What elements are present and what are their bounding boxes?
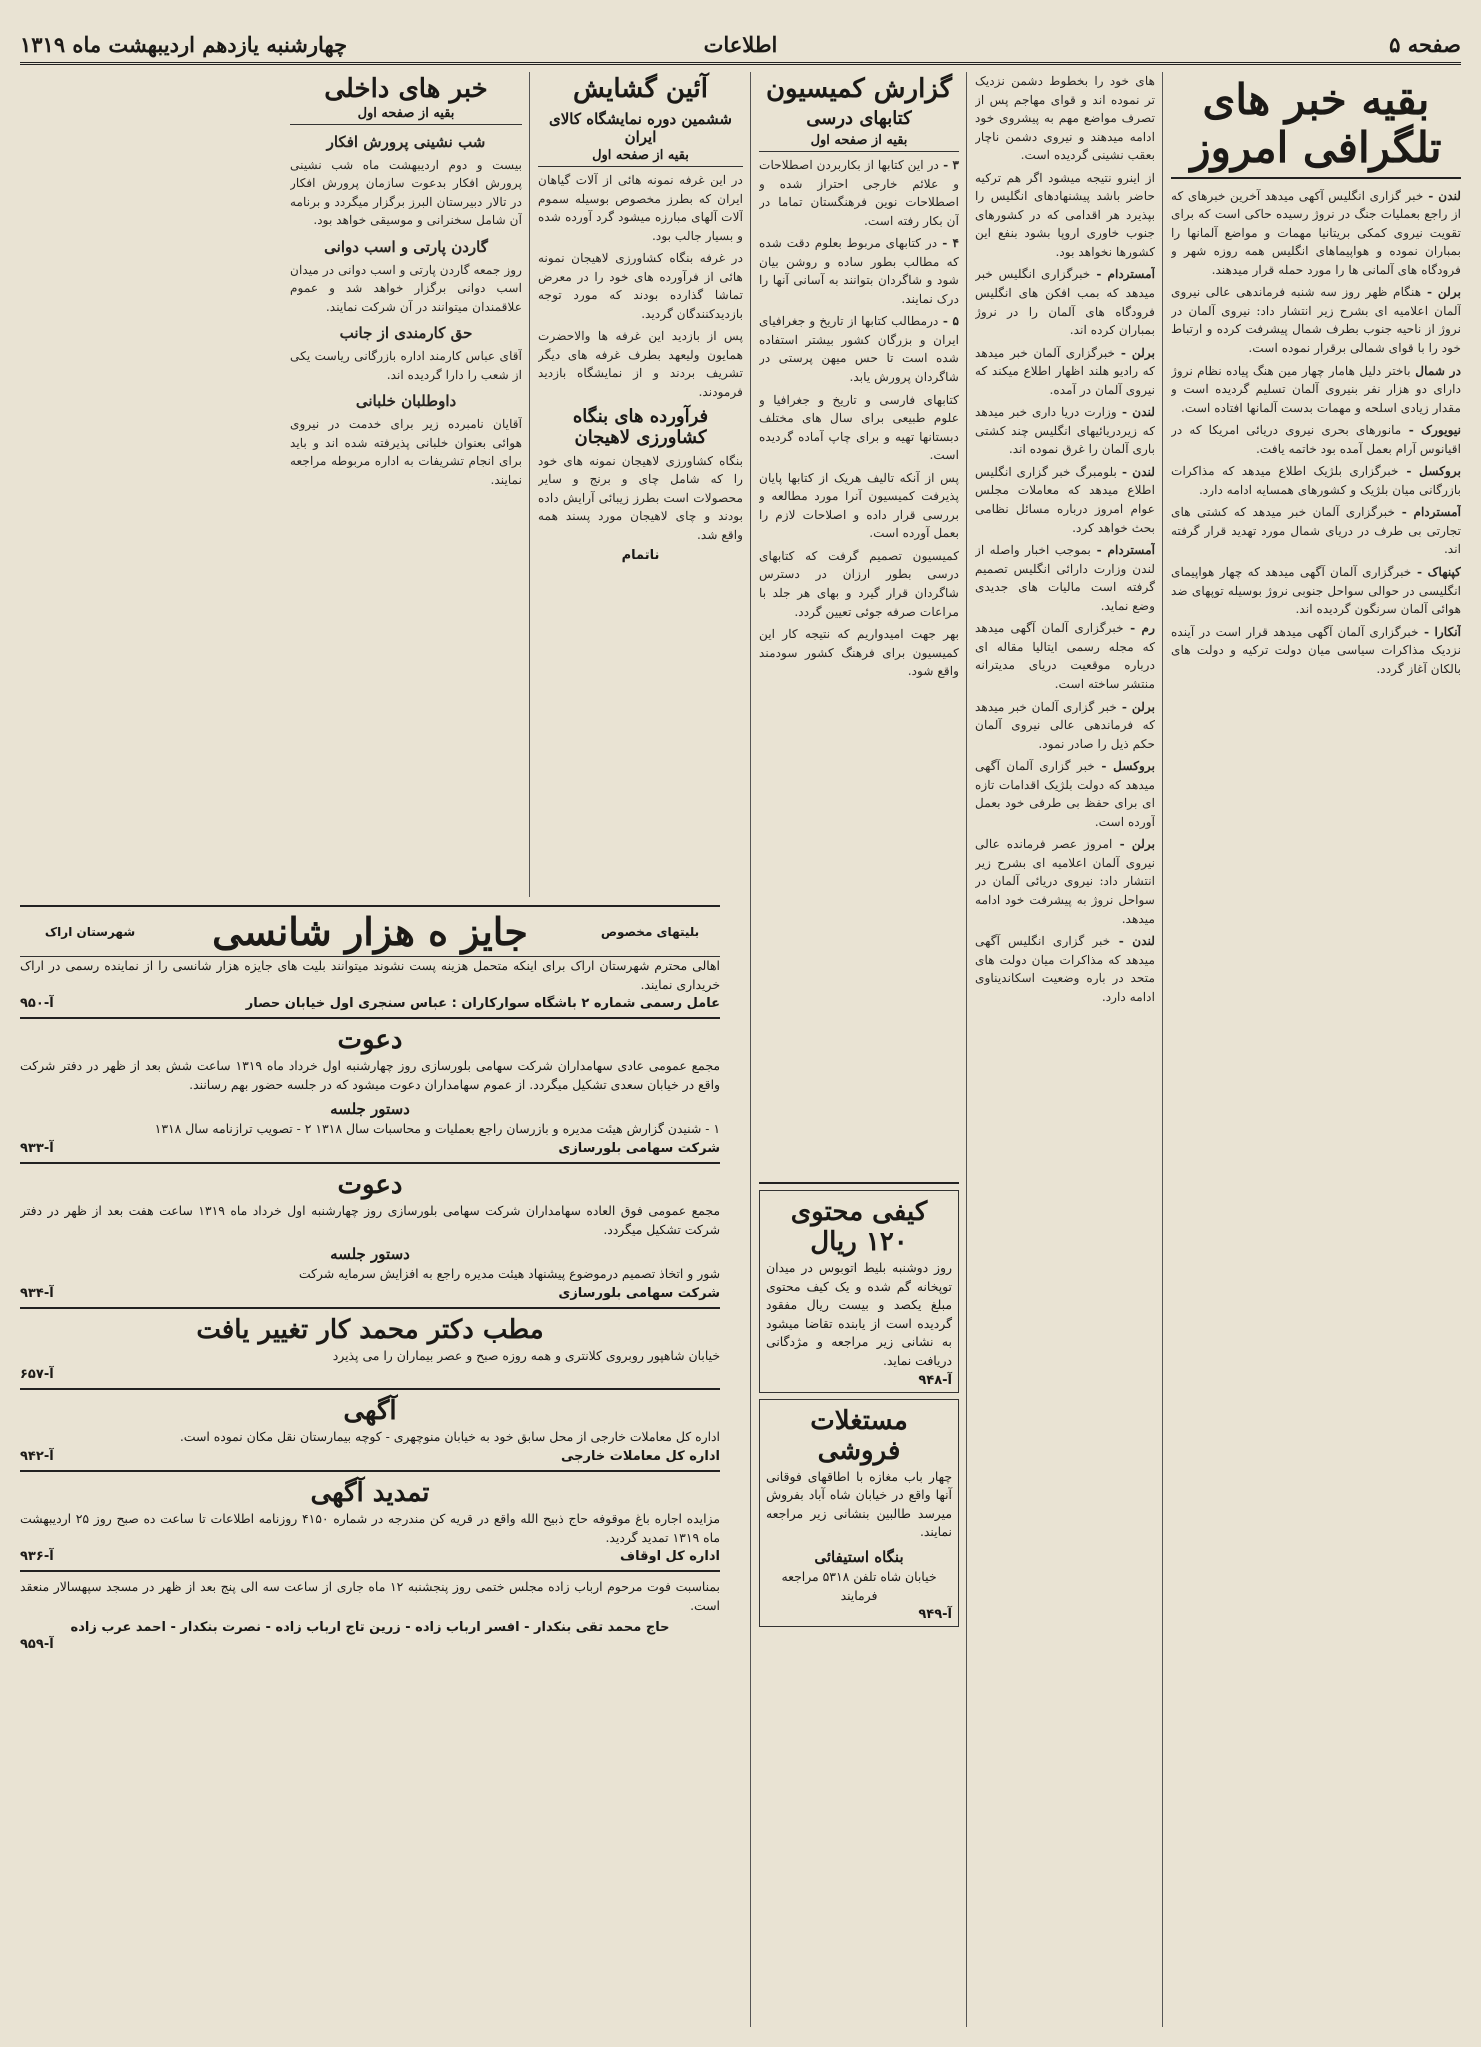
column-exhibition <box>538 72 743 897</box>
section-rule <box>20 1162 720 1164</box>
lottery-ad-header <box>20 907 720 957</box>
notice-signature: اداره کل معاملات خارجی <box>561 1449 720 1465</box>
lost-purse-text: روز دوشنبه بلیط اتوبوس در میدان توپخانه گم شده و یک کیف محتوی مبلغ یکصد و بیست ریال مفقود گردیده است از یابنده تقاضا میشود به نشانی زیر مراجعه و مژدگانی دریافت نماید. <box>766 1260 952 1369</box>
domestic-body <box>290 131 522 489</box>
property-agency: بنگاه استیفائی <box>814 1548 904 1567</box>
lost-purse-title: کیفی محتوی ۱۲۰ ریال <box>790 1197 928 1257</box>
paragraph-text: امروز عصر فرمانده عالی نیروی آلمان اعلامیه ای بشرح زیر انتشار داد: نیروی دریائی آلمان در سواحل نروژ به پیشرفت خود ادامه میدهد. <box>975 837 1155 926</box>
paragraph-text: خبرگزاری آلمان خبر میدهد که رادیو هلند اظهار اطلاع میکند که نیروی آلمان در آمده. <box>975 345 1155 397</box>
news-paragraph <box>538 171 743 245</box>
paragraph-text: درمطالب کتابها از تاریخ و جغرافیای ایران و بزرگان کشور بیشتر استفاده شده است تا حس میهن پرستی در شاگردان پرورش یابد. <box>759 314 959 385</box>
obituary-code: آ-۹۵۹ <box>20 1636 54 1652</box>
domestic-section-title: گاردن پارتی و اسب دوانی <box>324 237 488 256</box>
news-continued-body <box>975 72 1155 1006</box>
lottery-tag: بلیتهای مخصوص <box>600 924 700 939</box>
exhibition-continued-note: بقیه از صفحه اول <box>538 148 743 167</box>
news-paragraph <box>975 463 1155 537</box>
news-paragraph <box>975 169 1155 262</box>
dateline: برلن - <box>1112 837 1155 852</box>
dateline: آمستردام - <box>1090 543 1155 558</box>
to-be-continued: ناتمام <box>621 548 660 564</box>
notice-text: اداره کل معاملات خارجی از محل سابق خود به خیابان منوچهری - کوچه بیمارستان نقل مکان نموده است. <box>179 1429 720 1445</box>
news-paragraph <box>1171 421 1461 458</box>
paragraph-text: بموجب اخبار واصله از لندن وزارت دارائی انگلیس تصمیم گرفته است مالیات های جدیدی وضع نماید. <box>975 543 1155 613</box>
property-address: خیابان شاه تلفن ۵۳۱۸ مراجعه فرمایند <box>781 1569 937 1603</box>
lottery-text: اهالی محترم شهرستان اراک برای اینکه متحمل هزینه پست نشوند میتوانند بلیت های جایزه هزار شانسی را از نماینده رسمی در اراک خریداری نمایند. <box>20 958 720 992</box>
exhibition-title: آئین گشایش <box>572 74 709 104</box>
dateline: لندن - <box>1110 934 1155 949</box>
paragraph-text: وزارت دریا داری خبر میدهد که زیردریائیهای انگلیس چند کشتی باری آلمان را غرق نموده اند. <box>975 405 1155 457</box>
news-paragraph <box>538 249 743 323</box>
section-rule <box>20 1470 720 1472</box>
domestic-section-text: آقایان نامبرده زیر برای خدمت در نیروی هوائی بعنوان خلبانی پذیرفته شده اند و باید برای انجام تشریفات به اداره مربوطه مراجعه نمایند. <box>290 417 522 487</box>
section-rule <box>20 1388 720 1390</box>
invite2-company: شرکت سهامی بلورسازی <box>558 1285 720 1301</box>
dateline: رم - <box>1123 621 1155 636</box>
dateline: نیویورک - <box>1401 423 1461 438</box>
dateline: ۳ - <box>938 158 959 172</box>
news-paragraph <box>1171 563 1461 619</box>
paragraph-text: خبر گزاری آلمان آگهی میدهد که دولت بلژیک اقدامات تازه ای برای حفظ بی طرفی خود بعمل آورده است. <box>975 759 1155 829</box>
column-divider <box>529 72 530 897</box>
domestic-section-title: شب نشینی پرورش افکار <box>326 133 486 151</box>
property-sale-title: مستغلات فروشی <box>810 1405 908 1466</box>
invite1-agenda: ۱ - شنیدن گزارش هیئت مدیره و بازرسان راجع بعملیات و محاسبات سال ۱۳۱۸ ۲ - تصویب ترازنامه سال ۱۳۱۸ <box>154 1121 720 1137</box>
paragraph-text: هنگام ظهر روز سه شنبه فرماندهی عالی نیروی آلمان اعلامیه ای بشرح زیر انتشار داد: نیروی آلمان در نروژ از ناحیه جنوب بطرف شمال پیشرفت کرده و ارتباط خود را با قوای شمالی برقرار نموده است. <box>1171 285 1461 355</box>
exhibition-body <box>538 171 743 402</box>
news-paragraph <box>1171 503 1461 559</box>
paragraph-text: خبرگزاری آلمان آگهی میدهد قرار است در آینده نزدیک مذاکرات سیاسی میان دولت ترکیه و دولت های بالکان آغاز گردد. <box>1171 624 1461 676</box>
news-paragraph <box>975 835 1155 928</box>
column-divider <box>750 72 751 2027</box>
paragraph-text: در کتابهای مربوط بعلوم دقت شده که مطالب بطور ساده و روشن بیان شود و شاگردان بتوانند به آسانی آنها را درک نمایند. <box>759 236 959 306</box>
commission-body <box>759 156 959 1176</box>
paragraph-text: پس از بازدید این غرفه ها والاحضرت همایون ولیعهد بطرف غرفه های دیگر تشریف بردند و از نمایشگاه بازدید فرمودند. <box>538 329 743 400</box>
column-divider <box>1162 72 1163 2027</box>
extension-code: آ-۹۳۶ <box>20 1549 54 1565</box>
extension-text: مزایده اجاره باغ موقوفه حاج ذبیح الله واقع در قریه کن مندرجه در شماره ۴۱۵۰ روزنامه اطلاعات تا ساعت ده صبح روز ۲۵ اردیبهشت ماه ۱۳۱۹ تمدید گردید. <box>20 1511 720 1545</box>
news-paragraph <box>1171 283 1461 357</box>
column-news-continued <box>975 72 1155 2027</box>
domestic-continued-note: بقیه از صفحه اول <box>290 106 522 125</box>
dateline: ۵ - <box>938 314 959 329</box>
invite2-text: مجمع عمومی فوق العاده سهامداران شرکت سهامی بلورسازی روز چهارشنبه اول خرداد ماه ۱۳۱۹ ساعت هفت بعد از ظهر در دفتر شرکت تشکیل میگردد. <box>20 1203 720 1237</box>
dateline: برلن - <box>1421 285 1461 300</box>
paragraph-text: خبرگزاری بلژیک اطلاع میدهد که مذاکرات بازرگانی میان بلژیک و کشورهای همسایه ادامه دارد. <box>1171 464 1461 497</box>
news-paragraph <box>759 469 959 543</box>
invite1-title: دعوت <box>337 1025 403 1056</box>
page-number: صفحه ۵ <box>1389 31 1461 57</box>
obituary-names: حاج محمد تقی بنکدار - افسر ارباب زاده - زرین تاج ارباب زاده - نصرت بنکدار - احمد عرب زاده <box>70 1619 670 1635</box>
telegraph-body <box>1171 187 1461 679</box>
commission-title: گزارش کمیسیون <box>765 74 953 104</box>
section-rule <box>20 1570 720 1572</box>
domestic-section-text: آقای عباس کارمند اداره بازرگانی ریاست یکی از شعب را دارا گردیده اند. <box>290 349 522 382</box>
dateline: لندن - <box>1423 188 1461 203</box>
telegraph-headline: بقیه خبر های تلگرافی امروز <box>1171 76 1461 179</box>
paragraph-text: مانورهای بحری نیروی دریائی امریکا که در اقیانوس آرام بعمل آمده بود خاتمه یافت. <box>1171 423 1461 456</box>
lahijan-section-title: فرآورده های بنگاه کشاورزی لاهیجان <box>572 405 709 448</box>
domestic-section-text: روز جمعه گاردن پارتی و اسب دوانی در میدان اسب دوانی برگزار خواهد شد و عموم علاقمندان میتوانند در آن شرکت نمایند. <box>290 262 522 314</box>
invite1-code: آ-۹۳۳ <box>20 1141 54 1157</box>
extension-title: تمدید آگهی <box>310 1478 430 1509</box>
paragraph-text: خبر گزاری انگلیس آگهی میدهد که مذاکرات میان دولت های متحد در باره وضعیت اسکاندیناوی ادامه دارد. <box>975 934 1155 1004</box>
clinic-code: آ-۶۵۷ <box>20 1367 54 1383</box>
dateline: برلن - <box>1115 345 1155 360</box>
property-sale-code: آ-۹۴۹ <box>918 1607 952 1623</box>
paragraph-text: از اینرو نتیجه میشود اگر هم ترکیه حاضر باشد پیشنهادهای انگلیس را بپذیرد هر اقدامی که در کشورهای جنوب خاوری اروپا بشود بنفع این کشورها نخواهد بود. <box>975 170 1155 259</box>
column-domestic-news <box>290 72 522 897</box>
column-divider <box>966 72 967 2027</box>
news-paragraph <box>975 72 1155 165</box>
news-paragraph <box>759 234 959 308</box>
commission-subtitle: کتابهای درسی <box>806 108 912 129</box>
issue-date: چهارشنبه یازدهم اردیبهشت ماه ۱۳۱۹ <box>20 31 348 57</box>
paragraph-text: پس از آنکه تالیف هریک از کتابها پایان پذیرفت کمیسیون آنرا مورد مطالعه و بررسی قرار داده و اصلاحات لازم را بعمل آورده است. <box>759 470 959 541</box>
invite1-text: مجمع عمومی عادی سهامداران شرکت سهامی بلورسازی روز چهارشنبه اول خرداد ماه ۱۳۱۹ ساعت شش بعد از ظهر در دفتر شرکت واقع در خیابان سعدی تشکیل میگردد. از عموم سهامداران دعوت میشود که در جلسه حضور بهم رسانند. <box>20 1058 720 1092</box>
news-paragraph <box>759 547 959 621</box>
news-paragraph <box>1171 623 1461 679</box>
notice-code: آ-۹۴۲ <box>20 1449 54 1465</box>
lottery-agent: عامل رسمی شماره ۲ باشگاه سوارکاران : عباس سنجری اول خیابان حصار <box>245 996 720 1012</box>
invite1-company: شرکت سهامی بلورسازی <box>558 1141 720 1157</box>
ads-section <box>20 905 720 2027</box>
dateline: برلن - <box>1116 699 1155 714</box>
section-rule <box>20 1307 720 1309</box>
paragraph-text: بهر جهت امیدواریم که نتیجه کار این کمیسیون برای فرهنگ کشور سودمند واقع شود. <box>759 627 959 679</box>
column-commission-report <box>759 72 959 2027</box>
dateline: آمستردام - <box>1090 267 1155 282</box>
paragraph-text: در این غرفه نمونه هائی از آلات گیاهان ایران که بطرز مخصوص بوسیله سموم آلات آلهای مبارزه میشود گرد آورده شده و بسیار جالب بود. <box>538 173 743 243</box>
paragraph-text: خبرگزاری انگلیس خبر میدهد که بمب افکن های انگلیس فرودگاه های آلمان را در نروژ بمباران کرده اند. <box>975 267 1155 338</box>
section-rule <box>20 1017 720 1019</box>
news-paragraph <box>975 757 1155 831</box>
lost-purse-code: آ-۹۴۸ <box>918 1372 952 1388</box>
commission-continued-note: بقیه از صفحه اول <box>759 133 959 152</box>
lahijan-section-text: بنگاه کشاورزی لاهیجان نمونه های خود را که شامل چای و برنج و سایر محصولات است بطرز زیبائی آرایش داده بودند و چای لاهیجان مورد پسند همه واقع شد. <box>538 453 743 542</box>
exhibition-subtitle: ششمین دوره نمایشگاه کالای ایران <box>549 110 732 146</box>
dateline: ۴ - <box>937 236 959 251</box>
dateline: لندن - <box>1116 464 1155 479</box>
section-rule <box>759 1182 959 1184</box>
lottery-title: جایز ه هزار شانسی <box>212 909 528 954</box>
paragraph-text: در این کتابها از بکاربردن اصطلاحات و علائم خارجی احتراز شده و اصطلاحات نوین فرهنگستان تماما در آن بکار رفته است. <box>759 158 959 228</box>
news-paragraph <box>975 541 1155 615</box>
dateline: آنکارا - <box>1418 624 1461 639</box>
obituary-text: بمناسبت فوت مرحوم ارباب زاده مجلس ختمی روز پنجشنبه ۱۲ ماه جاری از ساعت سه الی پنج بعد از ظهر در مسجد سپهسالار منعقد است. <box>20 1579 720 1613</box>
domestic-section-title: داوطلبان خلبانی <box>355 392 457 411</box>
paragraph-text: در غرفه بنگاه کشاورزی لاهیجان نمونه هائی از فرآورده های خود را در معرض تماشا گذارده بودند که مورد توجه بازدیدکنندگان گردید. <box>538 251 743 321</box>
news-paragraph <box>975 932 1155 1006</box>
dateline: بروکسل - <box>1398 464 1461 479</box>
news-paragraph <box>759 391 959 465</box>
dateline: کپنهاک - <box>1411 564 1461 579</box>
dateline: لندن - <box>1116 405 1155 420</box>
invite2-agenda: شور و اتخاذ تصمیم درموضوع پیشنهاد هیئت مدیره راجع به افزایش سرمایه شرکت <box>298 1266 720 1282</box>
newspaper-name: اطلاعات <box>703 31 778 57</box>
domestic-title: خبر های داخلی <box>324 74 488 104</box>
header-rule <box>20 62 1461 65</box>
dateline: در شمال <box>1410 363 1461 378</box>
news-paragraph <box>759 312 959 386</box>
news-paragraph <box>759 156 959 230</box>
paragraph-text: های خود را بخطوط دشمن نزدیک تر نموده اند و قوای مهاجم پس از تصرف مواضع مهم به پیشروی خود ادامه میدهند و نیروی دشمن ناچار بعقب نشینی گردیده است. <box>975 74 1155 163</box>
paragraph-text: بلومبرگ خبر گزاری انگلیس اطلاع میدهد که معاملات مجلس عوام امروز درباره مسائل نظامی بحث خواهد کرد. <box>975 464 1155 535</box>
news-paragraph <box>1171 362 1461 418</box>
paragraph-text: خبر گزاری انگلیس آکهی میدهد آخرین خبرهای که از راجع بعملیات جنگ در نروژ رسیده حاکی است که برای تقویت نیروی کمکی بریتانیا مهمات و مواضع آلمانها را بمباران نموده و هواپیماهای انگلیس همه روزه شهر و فرودگاه های آلمانی ها را مورد حمله قرار میدهند. <box>1171 188 1461 277</box>
dateline: آمستردام - <box>1394 505 1461 520</box>
page-header <box>20 28 1461 60</box>
clinic-title: مطب دکتر محمد کار تغییر یافت <box>196 1314 544 1345</box>
column-telegraph-news <box>1171 72 1461 2027</box>
paragraph-text: خبرگزاری آلمان خبر میدهد که کشتی های تجارتی بی طرف در دریای شمال مورد تهدید قرار گرفته اند. <box>1171 505 1461 557</box>
news-paragraph <box>759 625 959 681</box>
paragraph-text: کمیسیون تصمیم گرفت که کتابهای درسی بطور ارزان در دسترس شاگردان قرار گیرد و بهای هر جلد با مراعات صرفه جوئی تعیین گردد. <box>759 548 959 619</box>
news-paragraph <box>1171 462 1461 499</box>
news-paragraph <box>975 344 1155 400</box>
news-paragraph <box>1171 187 1461 280</box>
paragraph-text: کتابهای فارسی و تاریخ و جغرافیا و علوم طبیعی برای سال های مختلف دبستانها تهیه و برای چاپ آماده گردیده است. <box>759 392 959 463</box>
domestic-section-text: بیست و دوم اردیبهشت ماه شب نشینی پرورش افکار بدعوت سازمان پرورش افکار در تالار دبیرستان البرز برگزار میگردد و برنامه آن شامل سخنرانی و موسیقی خواهد بود. <box>290 157 522 228</box>
paragraph-text: خبر گزاری آلمان خبر میدهد که فرماندهی عالی نیروی آلمان حکم ذیل را صادر نمود. <box>975 699 1155 751</box>
dateline: بروکسل - <box>1094 759 1155 774</box>
lost-purse-ad <box>759 1190 959 1393</box>
invite1-agenda-title: دستور جلسه <box>330 1100 410 1119</box>
paragraph-text: باختر دلیل هامار چهار مین هنگ پیاده نظام نروژ دارای دو هزار نفر بنیروی آلمان تسلیم گردیده است و مقدار زیادی اسلحه و مهمات بدست آلمانها افتاده است. <box>1171 363 1461 415</box>
domestic-section-title: حق کارمندی از جانب <box>339 324 473 343</box>
lottery-code: آ-۹۵۰ <box>20 996 54 1012</box>
news-paragraph <box>975 698 1155 754</box>
news-paragraph <box>975 403 1155 459</box>
news-paragraph <box>975 619 1155 693</box>
clinic-text: خیابان شاهپور روبروی کلانتری و همه روزه صبح و عصر بیماران را می پذیرد <box>332 1347 720 1363</box>
paragraph-text: خبرگزاری آلمان آگهی میدهد که مجله رسمی ایتالیا مقاله ای درباره موقعیت دریای مدیترانه منتشر ساخته است. <box>975 621 1155 691</box>
news-paragraph <box>538 327 743 401</box>
property-sale-ad <box>759 1399 959 1628</box>
invite2-agenda-title: دستور جلسه <box>330 1245 410 1264</box>
news-paragraph <box>975 265 1155 339</box>
lottery-city: شهرستان اراک <box>44 924 136 939</box>
paragraph-text: خبرگزاری آلمان آگهی میدهد که چهار هواپیمای انگلیسی در حوالی سواحل جنوبی نروژ بوسیله توپهای ضد هوائی آلمان سرنگون گردیده اند. <box>1171 564 1461 617</box>
notice-title: آگهی <box>343 1396 397 1427</box>
invite2-title: دعوت <box>337 1170 403 1201</box>
invite2-code: آ-۹۳۴ <box>20 1285 54 1301</box>
extension-signature: اداره کل اوقاف <box>620 1549 720 1565</box>
property-sale-text: چهار باب مغازه با اطاقهای فوقانی آنها واقع در خیابان شاه آباد بفروش میرسد طالبین بنشانی زیر مراجعه نمایند. <box>766 1468 952 1540</box>
